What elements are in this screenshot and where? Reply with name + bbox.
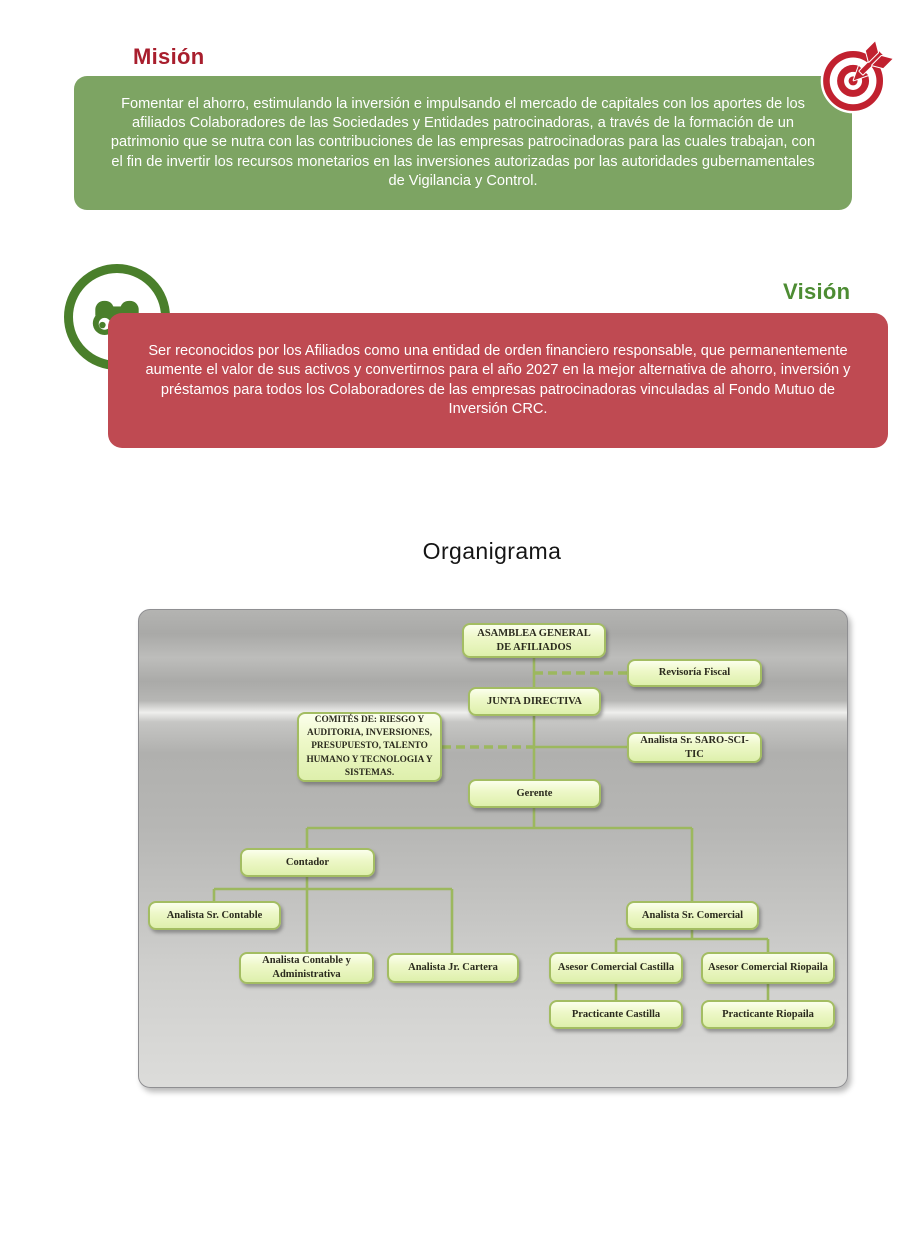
org-node-analista-jr-cartera: Analista Jr. Cartera — [387, 953, 519, 983]
org-node-asamblea: ASAMBLEA GENERAL DE AFILIADOS — [462, 623, 606, 658]
mission-title: Misión — [133, 44, 205, 69]
mission-text: Fomentar el ahorro, estimulando la inversión e impulsando el mercado de capitales con los aportes de los afiliados Colaboradores de las Sociedades y Entidades patrocinadoras, a través de la formación de un patrimonio que se nutra con las contribuciones de las empresas patrocinadoras para las cuales trabajan, con el fin de invertir los recursos monetarios en las inversiones autorizadas por las autoridades gubernamentales de Vigilancia y Control. — [110, 95, 816, 189]
org-node-practicante-riopaila: Practicante Riopaila — [701, 1000, 835, 1029]
org-node-asesor-comercial-castilla: Asesor Comercial Castilla — [549, 952, 683, 984]
target-dart-icon — [817, 35, 899, 117]
org-node-analista-sr-comercial: Analista Sr. Comercial — [626, 901, 759, 930]
org-node-saro-sci-tic: Analista Sr. SARO-SCI-TIC — [627, 732, 762, 763]
org-node-contador: Contador — [240, 848, 375, 877]
vision-text: Ser reconocidos por los Afiliados como una entidad de orden financiero responsable, que permanentemente aumente el valor de sus activos y convertirnos para el año 2027 en la mejor alternativa de ahorro, inversión y préstamos para todos los Colaboradores de las empresas patrocinadoras vinculadas al Fondo Mutuo de Inversión CRC. — [145, 342, 851, 417]
org-node-practicante-castilla: Practicante Castilla — [549, 1000, 683, 1029]
mission-statement-box — [74, 76, 852, 210]
org-node-analista-sr-contable: Analista Sr. Contable — [148, 901, 281, 930]
org-node-analista-contable-administrativa: Analista Contable y Administrativa — [239, 952, 374, 984]
org-node-junta: JUNTA DIRECTIVA — [468, 687, 601, 716]
org-node-asesor-comercial-riopaila: Asesor Comercial Riopaila — [701, 952, 835, 984]
org-node-revisoria: Revisoría Fiscal — [627, 659, 762, 687]
vision-statement-box — [108, 313, 888, 448]
vision-title: Visión — [783, 279, 851, 304]
org-node-gerente: Gerente — [468, 779, 601, 808]
org-chart-panel — [138, 609, 848, 1088]
org-node-comites: COMITÉS DE: RIESGO Y AUDITORIA, INVERSIONES, PRESUPUESTO, TALENTO HUMANO Y TECNOLOGIA Y SISTEMAS. — [297, 712, 442, 782]
organigrama-title: Organigrama — [422, 538, 562, 564]
